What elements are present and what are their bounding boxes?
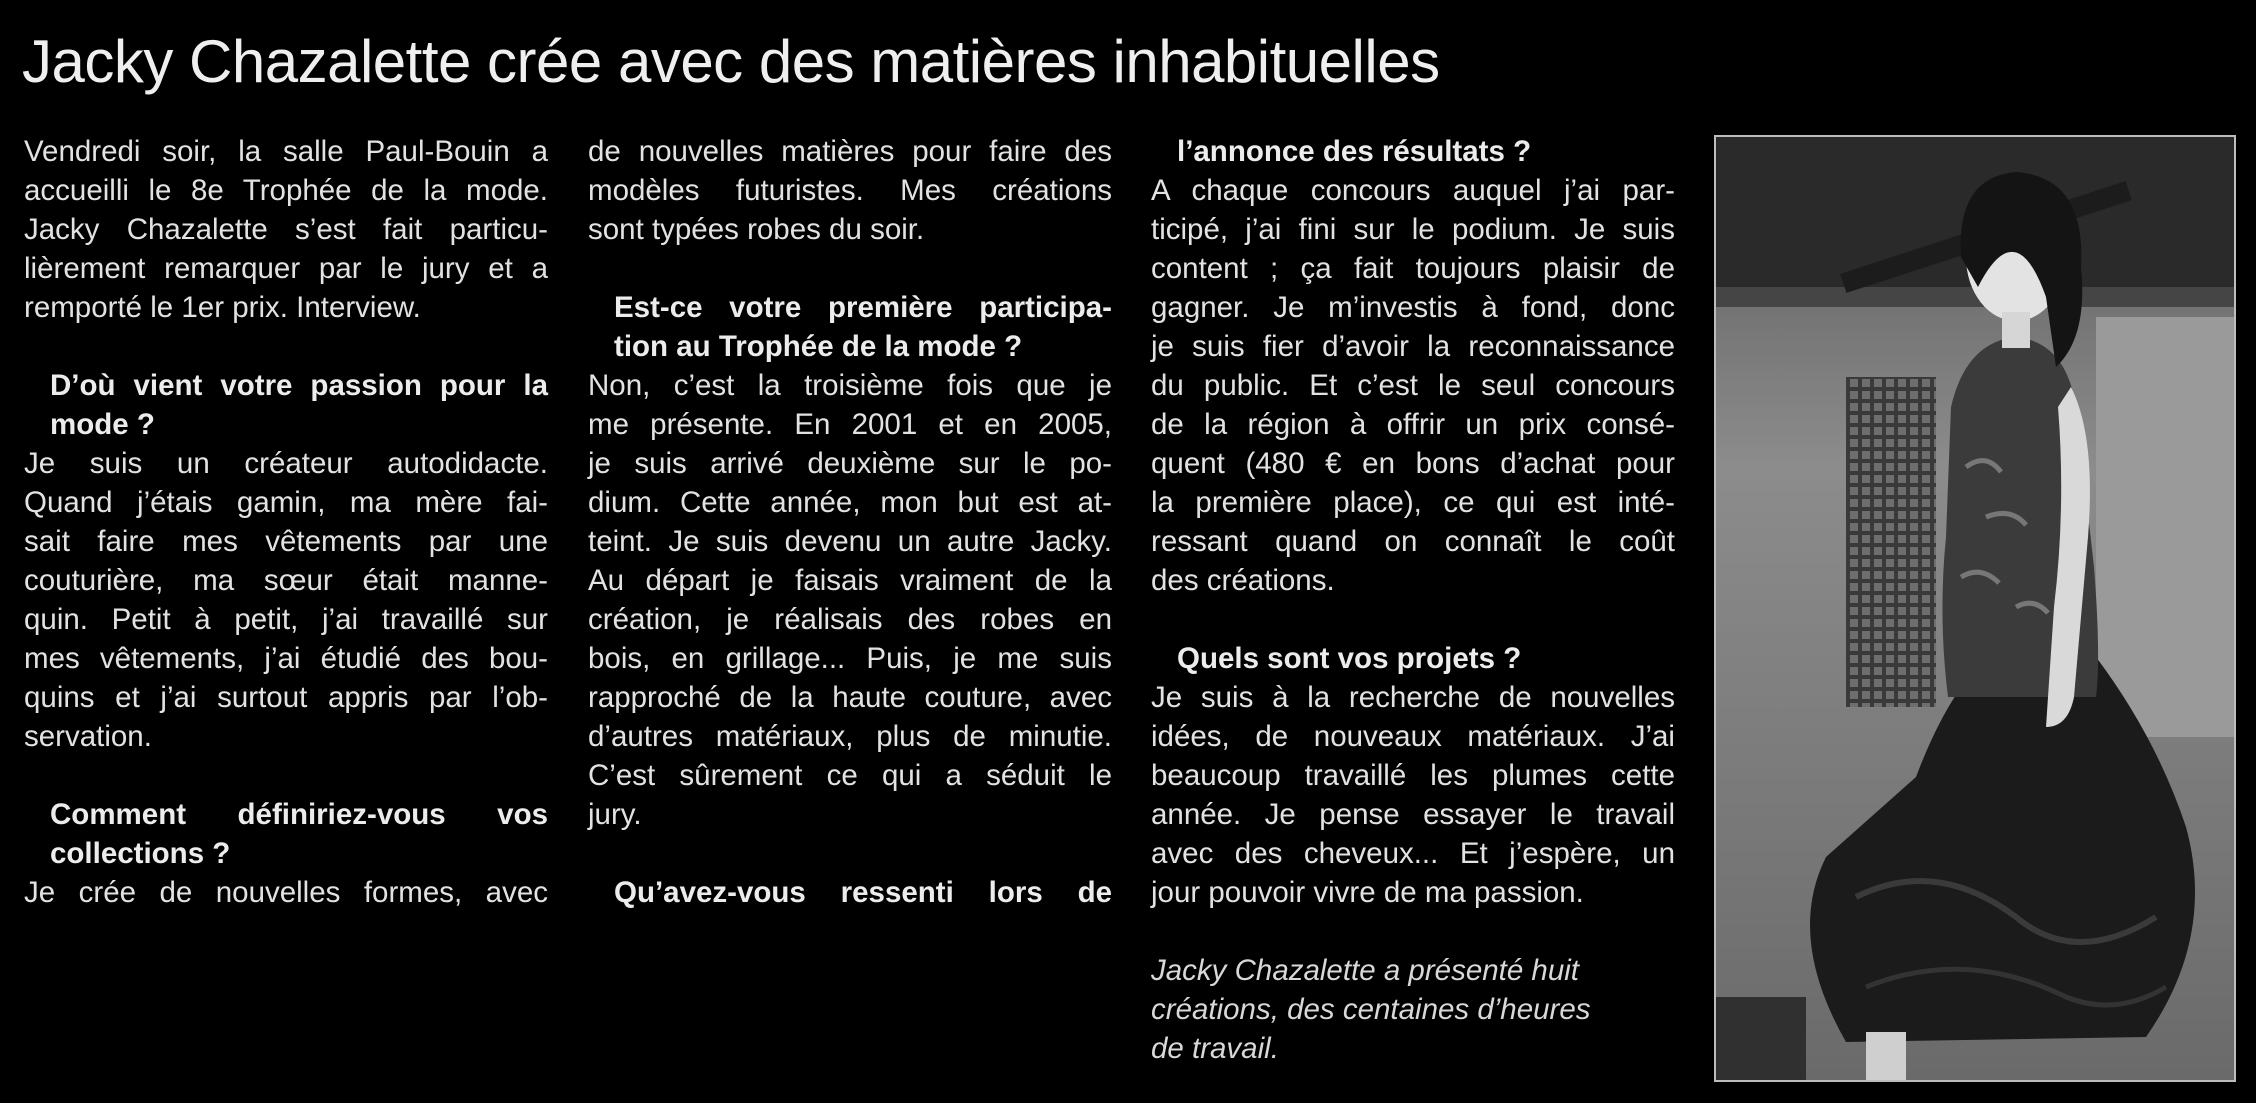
question-collections bbox=[24, 795, 548, 873]
question-line: Est-ce votre première participa- bbox=[614, 291, 1112, 324]
runway-model-photo bbox=[1714, 135, 2236, 1082]
text-line: couturière, ma sœur était manne- bbox=[24, 564, 548, 597]
text-line: sont typées robes du soir. bbox=[588, 213, 925, 246]
question-line: Comment définiriez-vous vos bbox=[50, 798, 548, 831]
article-column-3 bbox=[1151, 132, 1675, 1068]
answer-results bbox=[1151, 171, 1675, 600]
text-line: de nouvelles matières pour faire des bbox=[588, 135, 1112, 168]
text-line: bois, en grillage... Puis, je me suis bbox=[588, 642, 1112, 675]
text-line: idées, de nouveaux matériaux. J’ai bbox=[1151, 720, 1675, 753]
text-line: Non, c’est la troisième fois que je bbox=[588, 369, 1112, 402]
answer-collections-start bbox=[24, 873, 548, 912]
article-column-2 bbox=[588, 132, 1112, 912]
text-line: Je crée de nouvelles formes, avec bbox=[24, 876, 548, 909]
text-line: de la région à offrir un prix consé- bbox=[1151, 408, 1675, 441]
article-column-1 bbox=[24, 132, 548, 912]
text-line: teint. Je suis devenu un autre Jacky. bbox=[588, 525, 1112, 558]
text-line: mes vêtements, j’ai étudié des bou- bbox=[24, 642, 548, 675]
text-line: jury. bbox=[588, 798, 642, 831]
text-line: quins et j’ai surtout appris par l’ob- bbox=[24, 681, 548, 714]
text-line: Quand j’étais gamin, ma mère fai- bbox=[24, 486, 548, 519]
question-line: collections ? bbox=[50, 837, 231, 870]
text-line: servation. bbox=[24, 720, 152, 753]
question-projects bbox=[1151, 639, 1675, 678]
question-results-cont bbox=[1151, 132, 1675, 171]
text-line: me présente. En 2001 et en 2005, bbox=[588, 408, 1112, 441]
text-line: ressant quand on connaît le coût bbox=[1151, 525, 1675, 558]
text-line: des créations. bbox=[1151, 564, 1335, 597]
text-line: quin. Petit à petit, j’ai travaillé sur bbox=[24, 603, 548, 636]
caption-line: créations, des centaines d’heures bbox=[1151, 993, 1591, 1026]
text-line: quent (480 € en bons d’achat pour bbox=[1151, 447, 1675, 480]
text-line: lièrement remarquer par le jury et a bbox=[24, 252, 548, 285]
text-line: Au départ je faisais vraiment de la bbox=[588, 564, 1112, 597]
answer-projects bbox=[1151, 678, 1675, 912]
text-line: Je suis un créateur autodidacte. bbox=[24, 447, 548, 480]
text-line: année. Je pense essayer le travail bbox=[1151, 798, 1675, 831]
photo-illustration bbox=[1716, 137, 2234, 1080]
question-results bbox=[588, 873, 1112, 912]
text-line: la première place), ce qui est inté- bbox=[1151, 486, 1675, 519]
article-headline: Jacky Chazalette crée avec des matières inhabituelles bbox=[22, 28, 1440, 95]
text-line: C’est sûrement ce qui a séduit le bbox=[588, 759, 1112, 792]
caption-line: de travail. bbox=[1151, 1032, 1279, 1065]
text-line: gagner. Je m’investis à fond, donc bbox=[1151, 291, 1675, 324]
answer-collections-cont bbox=[588, 132, 1112, 249]
text-line: modèles futuristes. Mes créations bbox=[588, 174, 1112, 207]
text-line: je suis fier d’avoir la reconnaissance bbox=[1151, 330, 1675, 363]
question-line: tion au Trophée de la mode ? bbox=[614, 330, 1023, 363]
text-line: remporté le 1er prix. Interview. bbox=[24, 291, 421, 324]
text-line: A chaque concours auquel j’ai par- bbox=[1151, 174, 1675, 207]
text-line: d’autres matériaux, plus de minutie. bbox=[588, 720, 1112, 753]
photo-caption bbox=[1151, 951, 1675, 1068]
text-line: Je suis à la recherche de nouvelles bbox=[1151, 681, 1675, 714]
text-line: rapproché de la haute couture, avec bbox=[588, 681, 1112, 714]
text-line: du public. Et c’est le seul concours bbox=[1151, 369, 1675, 402]
caption-line: Jacky Chazalette a présenté huit bbox=[1151, 954, 1579, 987]
question-passion bbox=[24, 366, 548, 444]
text-line: jour pouvoir vivre de ma passion. bbox=[1151, 876, 1584, 909]
question-line: l’annonce des résultats ? bbox=[1177, 135, 1532, 168]
text-line: dium. Cette année, mon but est at- bbox=[588, 486, 1112, 519]
text-line: je suis arrivé deuxième sur le po- bbox=[588, 447, 1112, 480]
text-line: beaucoup travaillé les plumes cette bbox=[1151, 759, 1675, 792]
question-line: Qu’avez-vous ressenti lors de bbox=[614, 876, 1112, 909]
intro-paragraph bbox=[24, 132, 548, 327]
text-line: sait faire mes vêtements par une bbox=[24, 525, 548, 558]
text-line: Vendredi soir, la salle Paul-Bouin a bbox=[24, 135, 548, 168]
text-line: ticipé, j’ai fini sur le podium. Je suis bbox=[1151, 213, 1675, 246]
question-line: D’où vient votre passion pour la bbox=[50, 369, 548, 402]
question-line: Quels sont vos projets ? bbox=[1177, 642, 1522, 675]
answer-passion bbox=[24, 444, 548, 756]
answer-participation bbox=[588, 366, 1112, 834]
question-line: mode ? bbox=[50, 408, 155, 441]
question-participation bbox=[588, 288, 1112, 366]
text-line: content ; ça fait toujours plaisir de bbox=[1151, 252, 1675, 285]
text-line: accueilli le 8e Trophée de la mode. bbox=[24, 174, 548, 207]
text-line: Jacky Chazalette s’est fait particu- bbox=[24, 213, 548, 246]
text-line: avec des cheveux... Et j’espère, un bbox=[1151, 837, 1675, 870]
text-line: création, je réalisais des robes en bbox=[588, 603, 1112, 636]
